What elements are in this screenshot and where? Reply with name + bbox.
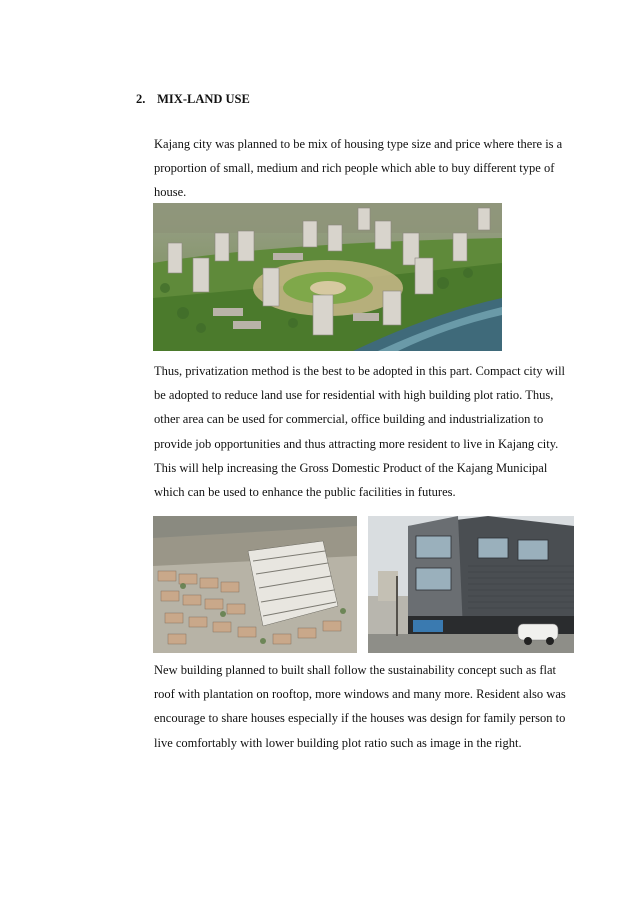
row-houses-aerial-photo — [153, 516, 357, 653]
paragraph-privatization: Thus, privatization method is the best to be adopted in this part. Compact city will be adopted to reduce land use for residential with high building plot ratio. Thus, other area can be used for commercial, office building and industrialization to provide job opportunities and thus attracting more resident to live in Kajang city. This will help increasing the Gross Domestic Product of the Kajang Municipal which can be used to enhance the public facilities in futures. — [154, 364, 566, 500]
modern-building-photo — [368, 516, 574, 653]
paragraph-sustainability: New building planned to built shall follow the sustainability concept such as flat roof with plantation on rooftop, more windows and many more. Resident also was encourage to share houses especially if the houses was design for family person to live comfortably with lower building plot ratio such as image in the right. — [154, 663, 566, 750]
section-number: 2. — [136, 92, 146, 106]
paragraph-intro: Kajang city was planned to be mix of housing type size and price where there is a proportion of small, medium and rich people which able to buy different type of house. — [154, 137, 563, 200]
section-title: MIX-LAND USE — [157, 92, 250, 106]
aerial-housing-rendering-image — [153, 203, 502, 351]
section-heading — [136, 92, 250, 107]
